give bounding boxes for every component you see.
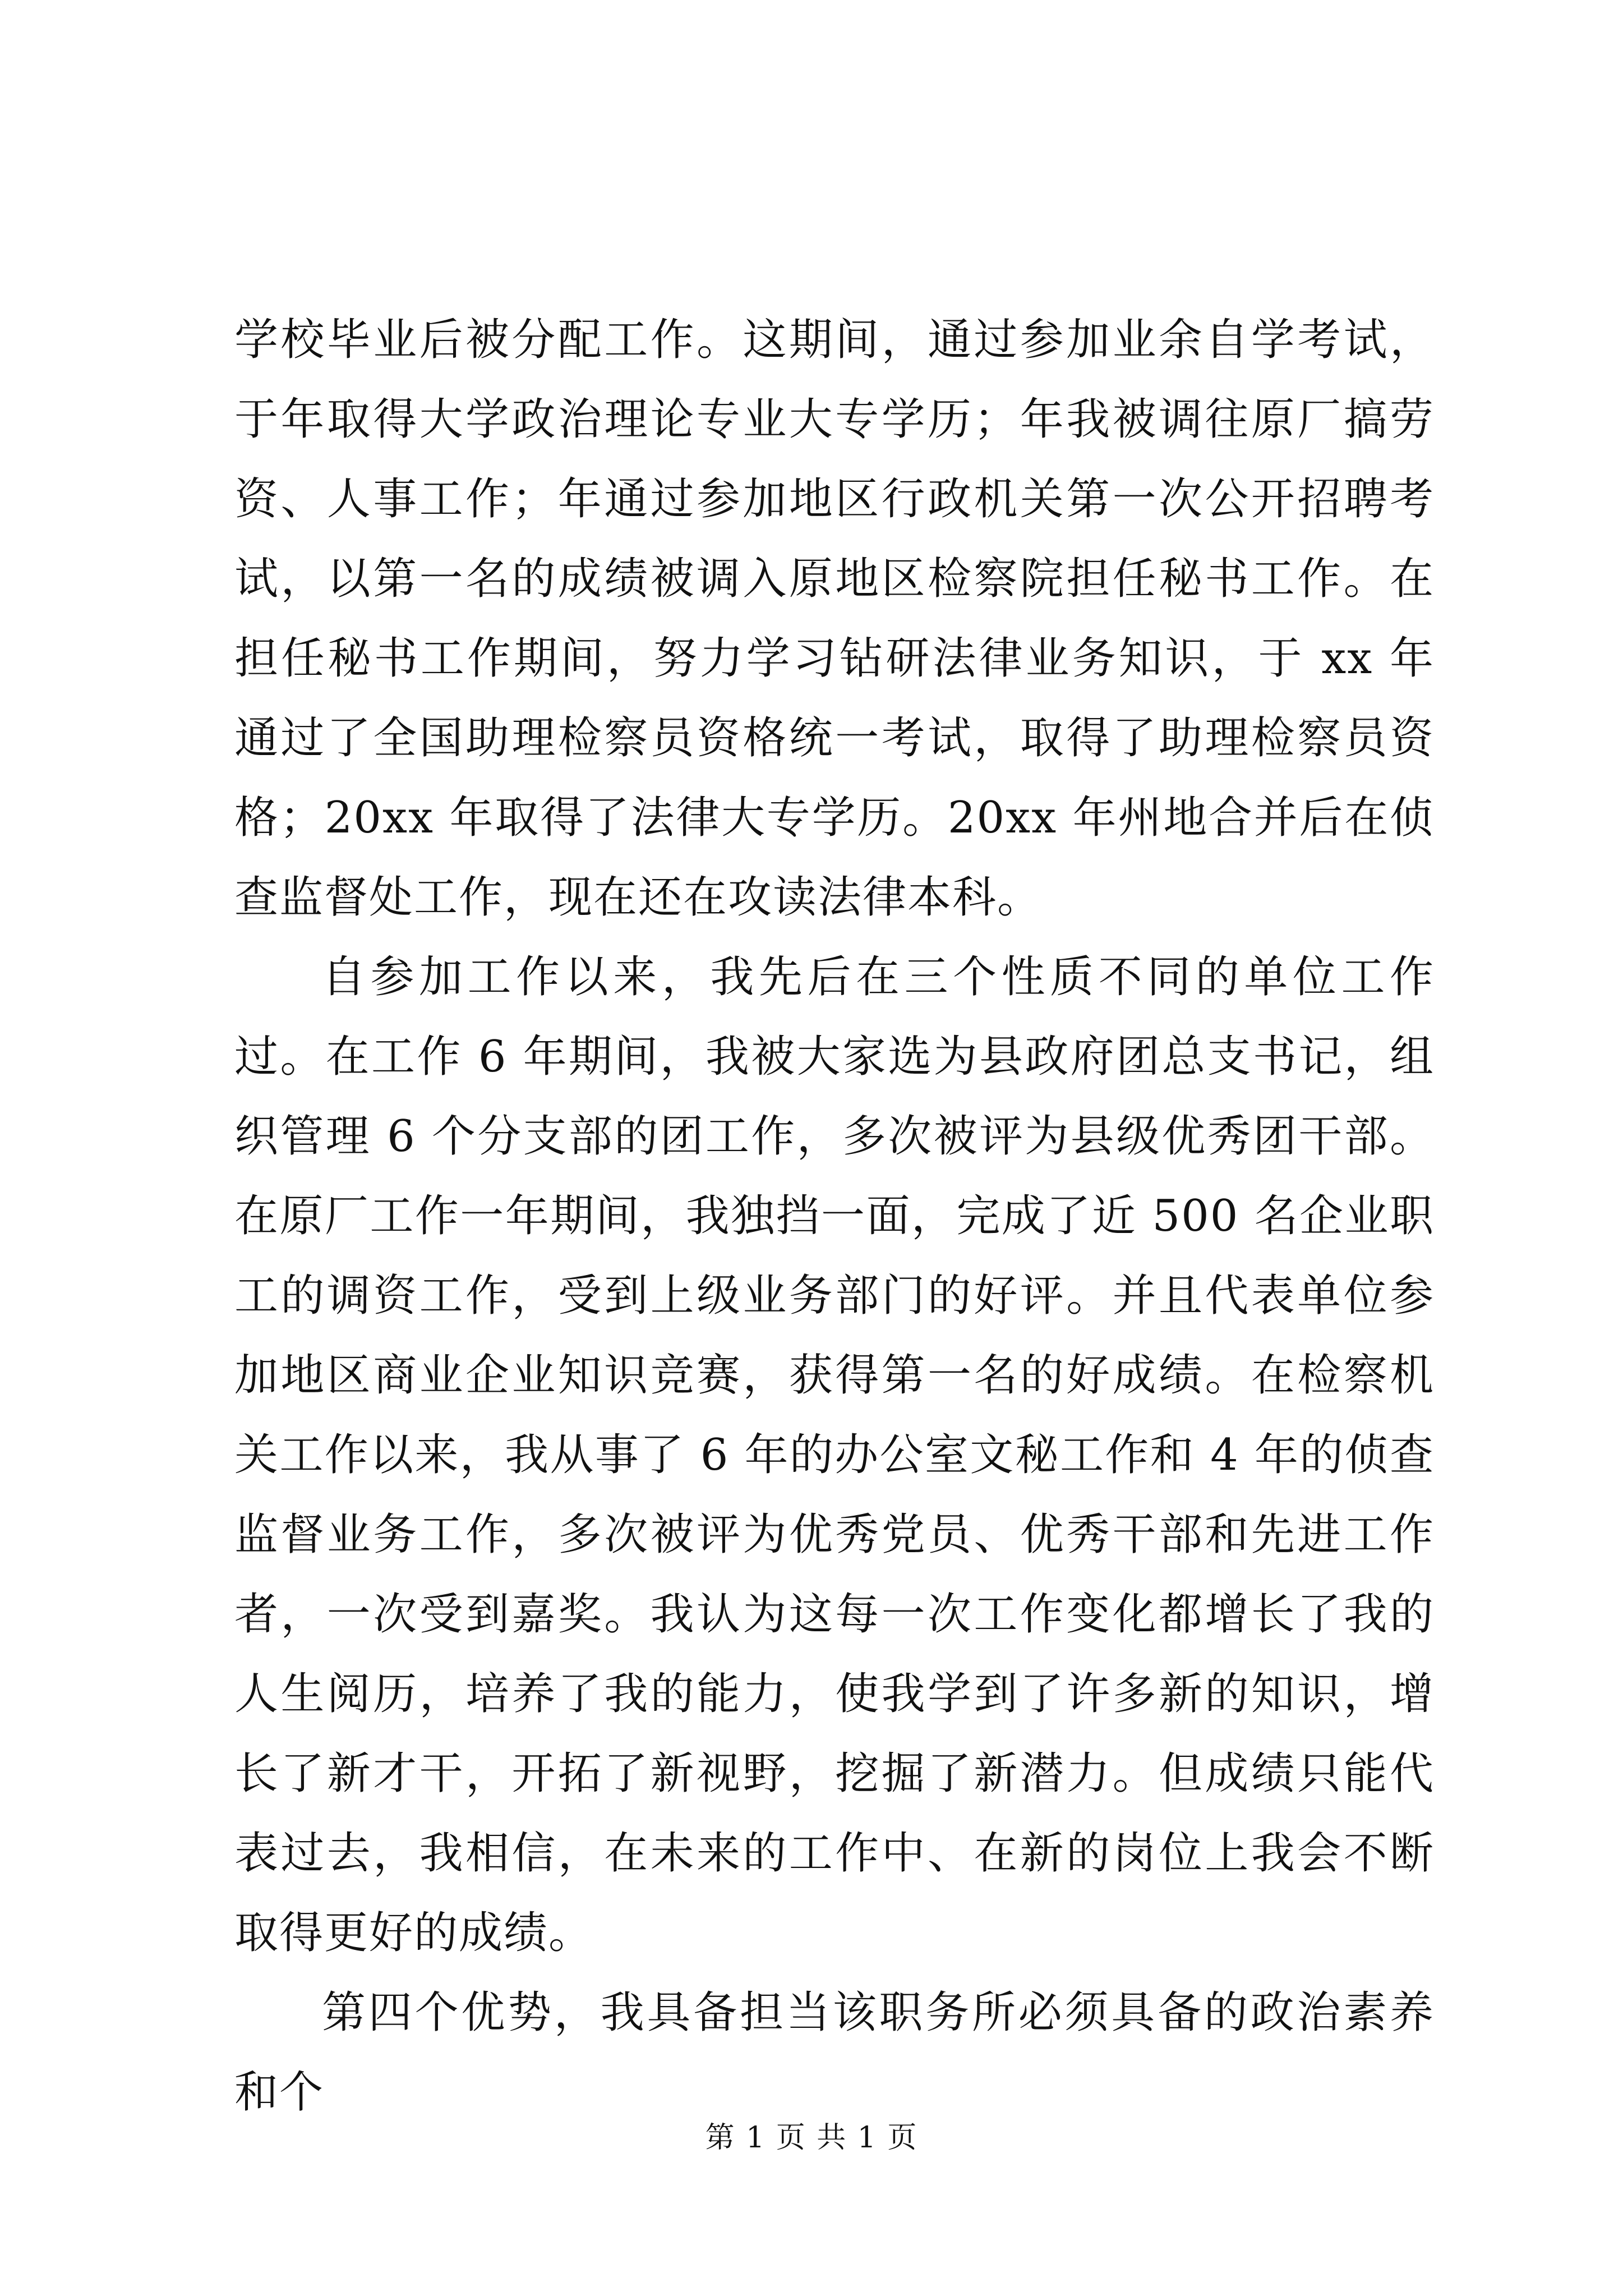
page-footer: 第 1 页 共 1 页 xyxy=(705,2121,918,2155)
document-body xyxy=(234,300,1435,2132)
paragraph-3: 第四个优势，我具备担当该职务所必须具备的政治素养和个 xyxy=(234,1987,1435,2118)
paragraph-1: 学校毕业后被分配工作。这期间，通过参加业余自学考试，于年取得大学政治理论专业大专学历；年我被调往原厂搞劳资、人事工作；年通过参加地区行政机关第一次公开招聘考试，以第一名的成绩被调入原地区检察院担任秘书工作。在担任秘书工作期间，努力学习钻研法律业务知识，于 xx 年通过了全国助理检察员资格统一考试，取得了助理检察员资格；20xx 年取得了法律大专学历。20xx 年州地合并后在侦查监督处工作，现在还在攻读法律本科。 xyxy=(234,315,1435,923)
paragraph-2: 自参加工作以来，我先后在三个性质不同的单位工作过。在工作 6 年期间，我被大家选为县政府团总支书记，组织管理 6 个分支部的团工作，多次被评为县级优秀团干部。在原厂工作一年期间，我独挡一面，完成了近 500 名企业职工的调资工作，受到上级业务部门的好评。并且代表单位参加地区商业企业知识竞赛，获得第一名的好成绩。在检察机关工作以来，我从事了 6 年的办公室文秘工作和 4 年的侦查监督业务工作，多次被评为优秀党员、优秀干部和先进工作者，一次受到嘉奖。我认为这每一次工作变化都增长了我的人生阅历，培养了我的能力，使我学到了许多新的知识，增长了新才干，开拓了新视野，挖掘了新潜力。但成绩只能代表过去，我相信，在未来的工作中、在新的岗位上我会不断取得更好的成绩。 xyxy=(234,952,1435,1958)
